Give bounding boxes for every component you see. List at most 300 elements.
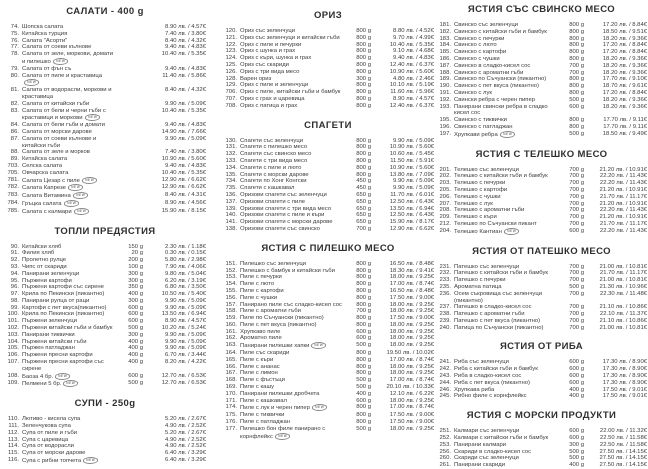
menu-item-row [4,352,206,359]
item-number: 140. [225,212,237,219]
menu-item-row [436,304,647,311]
item-price: 10.90 лв. / 5.60€ [389,68,434,75]
item-price: 17.30 лв. / 8.90€ [602,359,647,366]
new-badge-icon: NEW [81,177,97,184]
item-grams: 800 g [356,102,371,109]
menu-item-row [4,291,206,298]
item-price: 9.90 лв. / 5.09€ [165,304,206,311]
item-name: Телешко с лук [454,200,493,207]
item-number: 193. [439,103,451,110]
menu-item-row [436,76,647,83]
item-number: 204. [439,227,451,234]
menu-item-row [222,89,434,96]
menu-item-row [222,172,434,179]
menu-item-row [4,278,206,285]
item-price: 6.80 лв. / 3.50€ [165,284,206,291]
item-price: 7.90 лв. / 4.06€ [165,263,206,270]
item-name: Пиле с кашу [240,384,275,391]
item-name: Калмари с китайски гъби и бамбук [454,435,549,442]
menu-item-row [222,342,434,350]
item-price: 21.70 лв. / 11.17€ [599,220,647,227]
item-grams: 450 g [356,178,371,185]
item-price: 9.90 лв. / 5.09€ [165,345,206,352]
item-price: 10.20 лв. / 5.24€ [161,325,206,332]
menu-item-row [222,357,434,364]
item-number: 163. [225,342,237,349]
item-grams: 500 g [356,377,371,384]
item-number: 187. [439,62,451,69]
item-number: 236. [439,290,451,297]
menu-item-row [4,339,206,346]
item-name: Шопска салата [22,24,64,30]
item-name: Пиле със скариди [240,350,290,357]
menu-item-row [222,384,434,391]
item-price: 18.00 лв. / 9.25€ [389,363,434,370]
item-number: 126. [225,68,237,75]
item-grams: 700 g [569,173,584,180]
item-number: 90. [10,243,19,250]
item-price: 17.00 лв. / 8.74€ [389,356,434,363]
item-name: Салата от китайски гъби [22,100,90,107]
item-number: 82. [10,100,19,107]
item-grams: 800 g [356,370,371,377]
new-badge-icon: NEW [84,114,100,121]
item-name: Варен ориз [240,75,272,82]
new-badge-icon: NEW [312,404,328,411]
item-number: 209. [439,214,451,221]
section-title: ТОПЛИ ПРЕДЯСТИЯ [54,225,156,237]
item-number: 107. [7,359,19,366]
item-number: 261. [439,462,451,469]
menu-column-2 [222,10,434,440]
item-name: Риба с китайски гъби и бамбук [454,366,538,373]
item-name: Оризови спагети с пиле [240,198,306,205]
item-number: 139. [225,205,237,212]
item-name: Пилешко със зеленчуци [240,260,307,267]
item-price: 14.90 лв. / 7.66€ [161,128,206,135]
item-price: 12.50 лв. / 6.43€ [389,198,434,205]
new-badge-icon: NEW [68,184,84,191]
item-grams: 800 g [356,274,371,281]
item-grams: 600 g [356,397,371,404]
menu-item-row [436,284,647,291]
item-price: 9.40 лв. / 4.83€ [393,55,434,62]
menu-item-row [436,449,647,456]
item-number: 124. [225,55,237,62]
item-grams: 650 g [356,219,371,226]
item-price: 18.00 лв. / 9.25€ [389,397,434,404]
item-number: 735. [225,185,237,192]
item-name: Оризови спагети със зеленчуци [240,191,327,198]
item-price: 11.70 лв. / 6.01€ [390,191,434,198]
menu-item-row [4,284,206,291]
item-number: 103. [7,331,19,338]
menu-item-row [436,228,647,236]
item-number: 125. [225,61,237,68]
menu-item-row [436,63,647,70]
item-grams: 400 g [128,291,143,298]
item-price: 5.80 лв. / 2.98€ [165,257,206,264]
menu-item-row [4,51,206,66]
item-name: Панирани зеленчуци [22,270,80,277]
menu-item-row [222,398,434,405]
item-number: 251. [439,428,451,435]
item-grams: 300 g [128,297,143,304]
item-name: Пиле с лимон [240,370,278,377]
item-grams: 700 g [569,277,584,284]
item-price: 6.70 лв. / 3.44€ [165,352,206,359]
item-number: 158. [225,308,237,315]
item-price: 10.90 лв. / 5.60€ [389,144,434,151]
item-number: 89. [10,156,19,163]
item-grams: 800 g [356,356,371,363]
item-name: Свинско с чушки [454,55,500,62]
item-price: 10.90 лв. / 5.60€ [161,156,206,163]
item-grams: 800 g [356,301,371,308]
item-name: Свинско с китайски гъби и бамбук [454,28,547,35]
menu-item-row [436,29,647,36]
menu-item-row [436,194,647,201]
item-grams: 600 g [569,227,584,234]
item-number: 192. [439,96,451,103]
item-name: Панирани свински ребра в сладко кисел сос [454,103,548,117]
item-price: 9.90 лв. / 5.09€ [393,178,434,185]
item-name: Пиле с къри [240,356,274,363]
item-number: 152. [225,267,237,274]
item-grams: 800 g [356,41,371,48]
item-name: Спагети с кашкавал [240,185,295,192]
new-badge-icon: NEW [52,58,68,65]
item-grams: 500 g [356,425,371,432]
item-name: Спагети с три вида месо [240,157,308,164]
new-badge-icon: NEW [274,433,290,440]
item-name: Панирани пилешки дробчета [240,390,320,397]
menu-item-row [4,24,206,31]
item-name: Супа от водорасли [22,443,74,450]
item-number: 240. [439,324,451,331]
item-name: Пиле с лук и черен пипер NEW [240,404,347,412]
menu-section [222,120,434,233]
item-price: 18.00 лв. / 9.25€ [389,321,434,328]
item-name: Спагети с пилешко месо [240,144,308,151]
item-grams: 400 g [128,352,143,359]
item-price: 19.50 лв. / 10.02€ [386,350,434,357]
item-grams: 600 g [356,328,371,335]
menu-item-row [222,426,434,441]
item-price: 9.40 лв. / 4.83€ [165,162,206,169]
menu-section [4,226,206,389]
item-name: Супа с царевица [22,436,69,443]
item-number: 783. [7,192,19,199]
item-price: 9.70 лв. / 4.99€ [393,34,434,41]
item-grams: 700 g [569,200,584,207]
item-price: 16.50 лв. / 8.48€ [389,287,434,294]
item-number: 246. [439,386,451,393]
item-number: 164. [225,350,237,357]
item-number: 170. [225,390,237,397]
item-price: 17.30 лв. / 8.90€ [602,366,647,373]
item-name: Ароматна патица [454,283,502,290]
item-name: Хрупкава риба [454,386,495,393]
item-number: 238. [439,311,451,318]
item-price: 4.80 лв. / 2.46€ [393,75,434,82]
item-name: Салата от соеви кълнове и китайски гъби [22,135,97,149]
item-grams: 800 g [356,164,371,171]
menu-item-row [4,311,206,318]
menu-item-row [4,373,206,381]
item-name: Свинско по Съчуански (пикантно) [454,76,547,83]
item-number: 112. [7,429,19,436]
item-name: Свинско с тиквички [454,117,507,124]
item-name: Калмари със зеленчуци [454,428,520,435]
item-number: 184. [439,42,451,49]
item-number: 77. [10,44,19,51]
item-price: 17.50 лв. / 9.00€ [389,315,434,322]
item-grams: 800 g [569,89,584,96]
item-price: 17.70 лв. / 9.11€ [603,123,647,130]
menu-item-row [4,250,206,257]
section-title: ОРИЗ [313,10,343,21]
item-price: 18.00 лв. / 9.25€ [389,370,434,377]
item-name: Патешко с печурки [454,277,506,284]
item-number: 94. [10,270,19,277]
new-badge-icon: NEW [503,228,519,235]
menu-item-row [4,359,206,373]
item-grams: 700 g [569,186,584,193]
item-name: Свинско с печурки [454,35,505,42]
item-price: 12.10 лв. / 6.22€ [389,390,434,397]
item-number: 207. [439,200,451,207]
menu-item-row [436,97,647,104]
item-price: 9.40 лв. / 4.83€ [165,122,206,129]
new-badge-icon: NEW [311,342,327,349]
menu-item-row [222,151,434,158]
item-price: 18.20 лв. / 9.36€ [602,69,647,76]
item-name: Пиле с картофи [240,287,284,294]
item-price: 21.00 лв. / 10.81€ [599,324,647,331]
item-price: 6.20 лв. / 3.19€ [165,277,206,284]
item-grams: 800 g [356,61,371,68]
item-price: 9.40 лв. / 4.83€ [165,65,206,72]
item-grams: 20 g [131,250,143,257]
item-price: 8.40 лв. / 4.32€ [165,37,206,44]
item-price: 22.50 лв. / 11.58€ [599,435,647,442]
new-badge-icon: NEW [24,79,40,86]
item-number: 75. [10,30,19,37]
item-number: 708. [225,102,237,109]
item-number: 175. [225,412,237,419]
item-price: 21.20 лв. / 10.91€ [599,186,647,193]
menu-item-row [222,404,434,412]
menu-item-row [436,187,647,194]
item-number: 74. [10,24,19,30]
item-price: 12.90 лв. / 6.62€ [161,184,206,191]
item-price: 12.90 лв. / 6.62€ [161,176,206,183]
item-number: 129. [225,82,237,89]
item-price: 7.40 лв. / 3.80€ [165,30,206,37]
menu-item-row [222,295,434,302]
item-name: Супа от пиле и гъби [22,429,78,436]
item-name: Хрупкаво пиле [240,328,281,335]
item-number: 161. [225,328,237,335]
item-name: Ориз със зеленчуци и китайски гъби [240,34,340,41]
item-number: 189. [439,76,451,83]
item-name: Телешко с китайски гъби и бамбук [454,173,548,180]
menu-item-row [222,158,434,165]
new-badge-icon: NEW [73,208,89,215]
menu-item-row [4,200,206,208]
item-price: 21.20 лв. / 10.91€ [599,166,647,173]
item-price: 18.20 лв. / 9.36€ [602,103,647,110]
menu-item-row [4,170,206,177]
item-price: 17.70 лв. / 9.11€ [603,117,647,124]
item-price: 17.50 лв. / 9.01€ [602,393,647,400]
item-name: Патешко със зеленчуци [454,263,520,270]
item-grams: 600 g [128,372,143,379]
section-title: САЛАТИ - 400 g [66,6,144,17]
item-number: 165. [225,356,237,363]
item-price: 4.90 лв. / 2.52€ [165,443,206,450]
menu-item-row [4,129,206,136]
menu-item-row [222,138,434,145]
item-name: Ориз с грах и царевица [240,95,305,102]
menu-item-row [4,423,206,430]
item-number: 244. [439,379,451,386]
item-price: 15.90 лв. / 8.15€ [161,207,206,214]
item-price: 18.50 лв. / 9.49€ [602,130,647,137]
item-number: 111. [8,423,19,430]
item-number: 253. [439,441,451,448]
item-name: Пиле с фъстъци [240,377,285,384]
item-name: Панирани скариди [454,462,506,469]
item-price: 4.90 лв. / 2.52€ [165,436,206,443]
item-price: 22.30 лв. / 11.48€ [599,290,647,297]
item-name: Пържени картофи [22,277,72,284]
item-grams: 600 g [569,366,584,373]
item-number: 706. [225,89,237,96]
item-name: Салата Цезар с пиле NEW [22,177,119,185]
item-number: 169. [225,384,237,391]
item-name: Баоза 4 бр. NEW [22,373,119,381]
item-price: 13.80 лв. / 7.09€ [389,171,434,178]
item-name: Патешко с китайски гъби и бамбук [454,270,548,277]
menu-item-row [4,325,206,332]
menu-item-row [4,380,206,388]
menu-item-row [222,35,434,42]
item-number: 205. [439,186,451,193]
item-grams: 700 g [569,290,584,297]
menu-item-row [222,192,434,199]
item-grams: 700 g [569,317,584,324]
item-number: 78. [10,51,19,58]
item-number: 154. [225,281,237,288]
menu-item-row [222,62,434,69]
item-number: 155. [225,287,237,294]
menu-item-row [436,442,647,449]
menu-item-row [4,177,206,185]
item-grams: 100 g [128,263,143,270]
item-number: 101. [7,318,19,325]
menu-item-row [4,136,206,150]
item-grams: 300 g [569,441,584,448]
item-number: 245. [439,393,451,400]
item-number: 121. [225,34,237,41]
item-number: 122. [225,41,237,48]
item-name: Картофи с пет вкуса(пикантно) [22,304,107,311]
menu-item-row [4,156,206,163]
menu-item-row [222,185,434,192]
item-name: Свинско с картофи [454,49,507,56]
item-name: Пилешко бон филе панирано с корнфлейкс NEW [240,425,326,440]
menu-item-row [436,180,647,187]
item-name: Крила по Пекински (пикантно) [22,291,105,298]
menu-item-row [222,281,434,288]
item-number: 239. [439,317,451,324]
menu-item-row [436,221,647,228]
item-grams: 600 g [569,359,584,366]
menu-item-row [222,350,434,357]
menu-item-row [4,163,206,170]
menu-section [4,398,206,465]
item-price: 27.50 лв. / 14.15€ [599,462,647,469]
item-price: 18.20 лв. / 9.36€ [602,55,647,62]
menu-item-row [436,83,647,90]
item-name: Телешко Кантиан NEW [454,228,560,236]
item-number: 256. [439,448,451,455]
menu-item-row [222,165,434,172]
menu-item-row [222,76,434,83]
item-number: 100. [7,311,19,318]
item-grams: 600 g [128,304,143,311]
item-grams: 400 g [569,386,584,393]
menu-item-row [4,457,206,465]
item-price: 17.30 лв. / 8.90€ [602,379,647,386]
menu-item-row [4,31,206,38]
item-number: 157. [225,301,237,308]
item-number: 76. [10,37,19,44]
item-name: Свинско със зеленчуци [454,22,518,28]
item-number: 95. [10,277,19,284]
menu-item-row [436,22,647,29]
menu-column-3 [436,4,647,469]
menu-item-row [222,226,434,233]
menu-section [436,149,647,236]
item-name: Телешко с ароматни гъби [454,207,525,214]
item-number: 131. [225,144,237,151]
item-name: Панирани рулца от раци [22,297,90,304]
item-price: 10.50 лв. / 5.40€ [161,291,206,298]
item-grams: 600 g [128,311,143,318]
menu-item-row [436,318,647,325]
menu-item-row [222,212,434,219]
item-grams: 700 g [356,308,371,315]
item-price: 22.00 лв. / 11.32€ [599,428,647,435]
item-grams: 800 g [356,419,371,426]
item-number: 116. [7,457,19,464]
item-number: 237. [439,304,451,311]
menu-section [222,243,434,441]
item-number: 156. [225,294,237,301]
item-grams: 600 g [356,335,371,342]
item-price: 8.20 лв. / 4.22€ [165,359,206,366]
item-price: 18.00 лв. / 9.25€ [389,335,434,342]
item-name: Пиле по Съчуански (пикантно) [240,315,324,322]
section-title: ЯСТИЯ СЪС СВИНСКО МЕСО [467,4,616,15]
item-name: Пиле с ароматни гъби [240,308,301,315]
item-number: 110. [7,416,19,423]
item-grams: 400 g [356,390,371,397]
item-grams: 700 g [569,166,584,173]
